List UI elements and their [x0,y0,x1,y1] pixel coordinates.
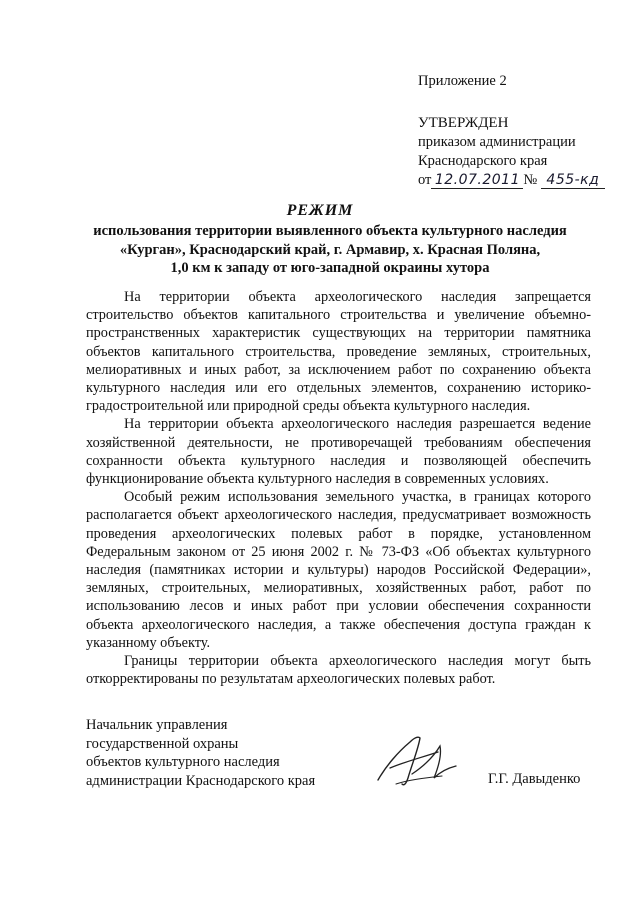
paragraph-1: На территории объекта археологического наследия запрещается строительство объектов капитального строительства и увеличение объемно-пространственных характеристик существующих на территории памятника объектов капитального строительства, проведение земляных, строительных, мелиоративных и иных работ, за исключением работ по сохранению объекта культурного наследия или его отдельных элементов, сохранению историко-градостроительной или природной среды объекта культурного наследия. [86,289,591,415]
document-body [86,288,591,688]
paragraph-2: На территории объекта археологического наследия разрешается ведение хозяйственной деятельности, не противоречащей требованиям обеспечения сохранности объекта культурного наследия и позволяющей обеспечить функционирование объекта культурного наследия в современных условиях. [86,416,591,488]
document-subtitle [60,222,600,278]
subtitle-line-1: использования территории выявленного объекта культурного наследия [93,223,567,239]
signer-position-line-3: объектов культурного наследия [86,754,280,770]
paragraph-3: Особый режим использования земельного участка, в границах которого располагается объект археологического наследия, предусматривает возможность проведения археологических полевых работ в порядке, установленном Федеральным законом от 25 июня 2002 г. № 73-ФЗ «Об объектах культурного наследия (памятниках истории и культуры) народов Российской Федерации», земляных, строительных, мелиоративных, хозяйственных работ, работ по использованию лесов и иных работ при условии обеспечения сохранности объекта археологического наследия, а также обеспечения доступа граждан к указанному объекту. [86,489,591,651]
signer-position-line-4: администрации Краснодарского края [86,772,316,789]
order-date-handwritten: 12.07.2011 [431,173,523,189]
order-number-prefix: № [523,172,538,188]
order-from-prefix: от [418,172,432,188]
appendix-label: Приложение 2 [418,73,507,89]
paragraph-4: Границы территории объекта археологического наследия могут быть откорректированы по результатам археологических полевых работ. [86,653,591,688]
signer-position-line-1: Начальник управления [86,717,228,733]
signer-position [86,716,315,790]
order-date-number [418,171,605,190]
approved-line-2: Краснодарского края [418,153,548,169]
signer-position-line-2: государственной охраны [86,735,239,752]
approved-title: УТВЕРЖДЕН [418,115,509,131]
approved-line-1: приказом администрации [418,134,576,150]
document-title: РЕЖИМ [286,202,354,219]
subtitle-line-2: «Курган», Краснодарский край, г. Армавир, х. Красная Поляна, [119,241,541,258]
subtitle-line-3: 1,0 км к западу от юго-западной окраины хутора [170,260,490,276]
approval-block [418,114,605,190]
handwritten-signature [368,728,460,792]
order-number-handwritten: 455-кд [541,173,605,189]
signer-name: Г.Г. Давыденко [488,771,581,787]
